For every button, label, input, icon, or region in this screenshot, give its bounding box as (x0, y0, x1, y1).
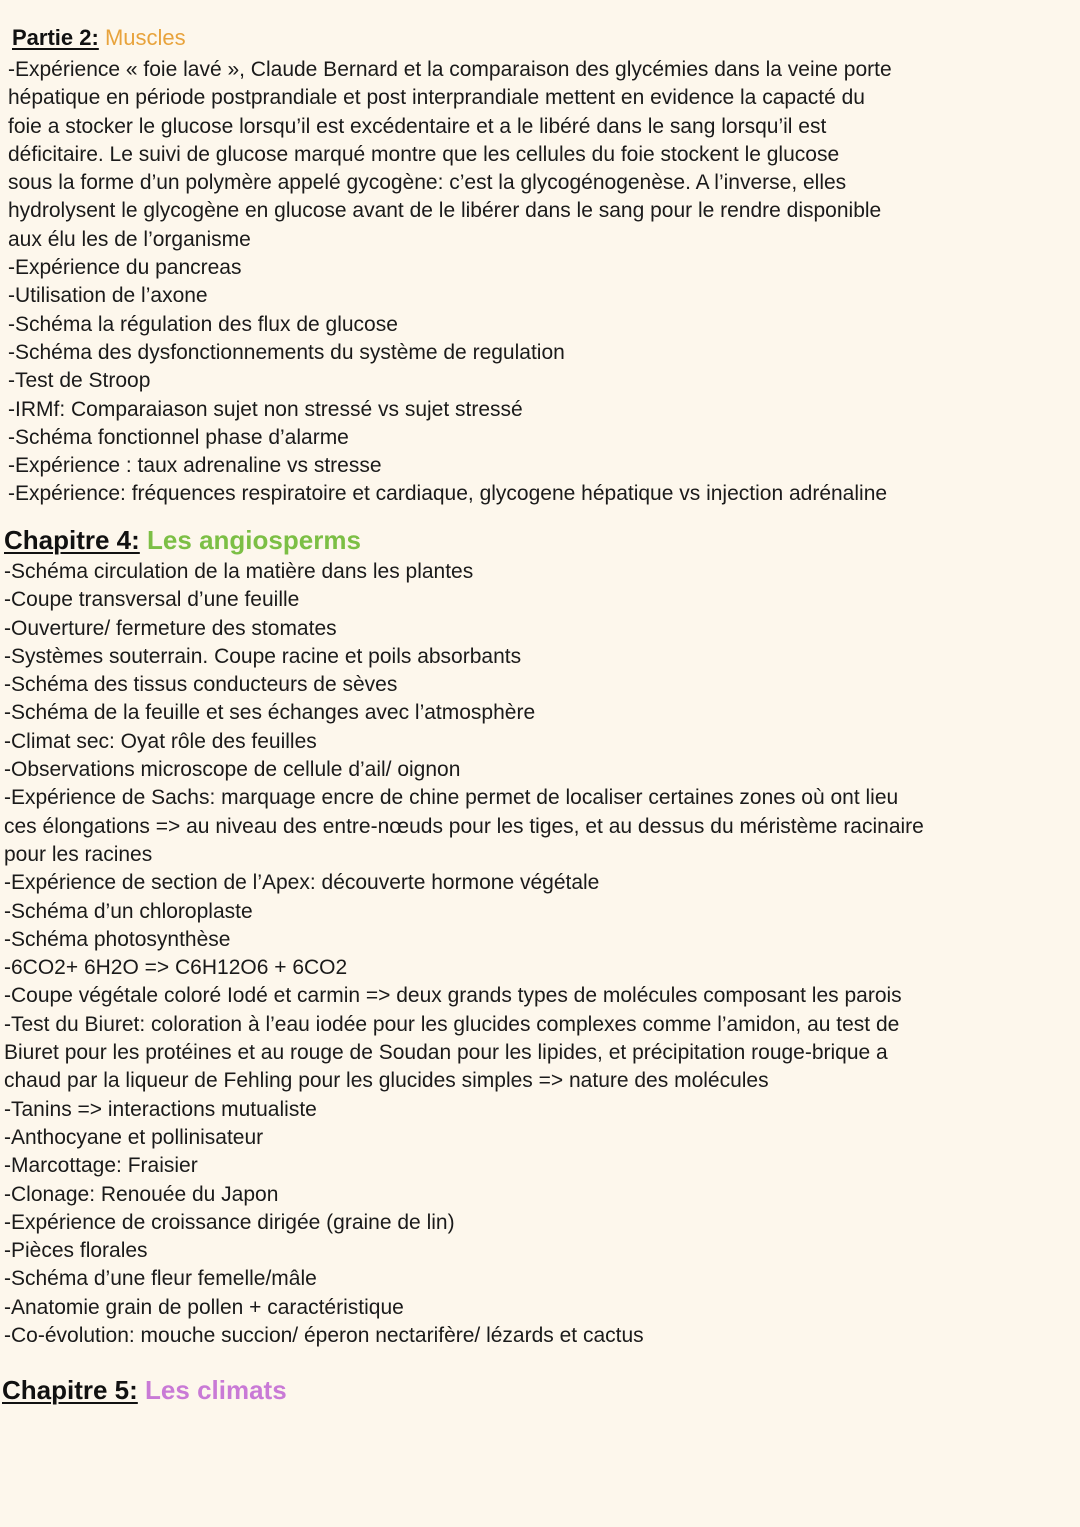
partie-2-lines (8, 56, 1072, 509)
text-line: -Expérience de Sachs: marquage encre de chine permet de localiser certaines zones où ont lieu (4, 786, 899, 810)
partie-2-heading (8, 22, 1072, 54)
chapitre-4-heading (4, 522, 1072, 558)
text-line: hydrolysent le glycogène en glucose avant de le libérer dans le sang pour le rendre disponible (8, 199, 882, 223)
text-line: -Coupe végétale coloré Iodé et carmin => deux grands types de molécules composant les parois (4, 984, 902, 1008)
section-partie-2 (8, 22, 1072, 509)
text-line: -Schéma des tissus conducteurs de sèves (4, 673, 398, 697)
chapitre-4-title: Les angiosperms (147, 525, 361, 555)
text-line: chaud par la liqueur de Fehling pour les glucides simples => nature des molécules (4, 1069, 769, 1093)
text-line: -Schéma d’une fleur femelle/mâle (4, 1267, 317, 1291)
text-line: -Clonage: Renouée du Japon (4, 1182, 279, 1206)
text-line: hépatique en période postprandiale et post interprandiale mettent en evidence la capacté du (8, 86, 865, 110)
text-line: -Anatomie grain de pollen + caractéristique (4, 1295, 404, 1319)
text-line: ces élongations => au niveau des entre-nœuds pour les tiges, et au dessus du méristème racinaire (4, 814, 924, 838)
text-line: -Anthocyane et pollinisateur (4, 1125, 264, 1149)
text-line: -Co-évolution: mouche succion/ éperon nectarifère/ lézards et cactus (4, 1324, 644, 1348)
text-line: -Expérience de section de l’Apex: découverte hormone végétale (4, 871, 600, 895)
chapitre-5-label: Chapitre 5: (2, 1375, 138, 1405)
text-line: déficitaire. Le suivi de glucose marqué montre que les cellules du foie stockent le glucose (8, 142, 840, 166)
text-line: -Expérience « foie lavé », Claude Bernard et la comparaison des glycémies dans la veine porte (8, 58, 892, 81)
text-line: -Schéma circulation de la matière dans les plantes (4, 560, 474, 583)
text-line: -Schéma de la feuille et ses échanges avec l’atmosphère (4, 701, 536, 725)
text-line: pour les racines (4, 842, 153, 866)
text-line: -Schéma fonctionnel phase d’alarme (8, 425, 349, 449)
section-chapitre-5 (2, 1372, 1070, 1408)
text-line: -Test de Stroop (8, 369, 151, 393)
text-line: -Observations microscope de cellule d’ail/ oignon (4, 758, 461, 782)
text-line: Biuret pour les protéines et au rouge de Soudan pour les lipides, et précipitation rouge-brique a (4, 1041, 888, 1065)
text-line: -Marcottage: Fraisier (4, 1154, 198, 1178)
text-line: -Schéma d’un chloroplaste (4, 899, 253, 923)
text-line: -Expérience: fréquences respiratoire et cardiaque, glycogene hépatique vs injection adrénaline (8, 482, 888, 506)
text-line: -6CO2+ 6H2O => C6H12O6 + 6CO2 (4, 956, 348, 980)
text-line: -Expérience du pancreas (8, 256, 242, 280)
text-line: -Coupe transversal d’une feuille (4, 588, 300, 612)
partie-2-label: Partie 2: (12, 25, 99, 50)
chapitre-4-label: Chapitre 4: (4, 525, 140, 555)
text-line: -Tanins => interactions mutualiste (4, 1097, 317, 1121)
text-line: -Systèmes souterrain. Coupe racine et poils absorbants (4, 644, 522, 668)
chapitre-5-heading (2, 1372, 1070, 1408)
text-line: -Schéma la régulation des flux de glucose (8, 312, 398, 336)
text-line: -Pièces florales (4, 1239, 148, 1263)
text-line: aux élu les de l’organisme (8, 227, 251, 251)
partie-2-title: Muscles (104, 25, 186, 50)
text-line: -Expérience : taux adrenaline vs stresse (8, 454, 382, 478)
text-line: sous la forme d’un polymère appelé gycogène: c’est la glycogénogenèse. A l’inverse, elles (8, 171, 847, 195)
text-line: -Schéma des dysfonctionnements du système de regulation (8, 340, 565, 364)
text-line: -Schéma photosynthèse (4, 927, 231, 951)
text-line: foie a stocker le glucose lorsqu’il est excédentaire et a le libéré dans le sang lorsqu’il est (8, 114, 827, 138)
text-line: -Ouverture/ fermeture des stomates (4, 616, 337, 640)
chapitre-4-lines (4, 558, 1072, 1350)
chapitre-5-title: Les climats (145, 1375, 287, 1405)
text-line: -IRMf: Comparaiason sujet non stressé vs sujet stressé (8, 397, 523, 421)
text-line: -Expérience de croissance dirigée (graine de lin) (4, 1210, 455, 1234)
text-line: -Utilisation de l’axone (8, 284, 208, 308)
text-line: -Test du Biuret: coloration à l’eau iodée pour les glucides complexes comme l’amidon, au test de (4, 1012, 900, 1036)
text-line: -Climat sec: Oyat rôle des feuilles (4, 729, 317, 753)
section-chapitre-4 (4, 522, 1072, 1350)
